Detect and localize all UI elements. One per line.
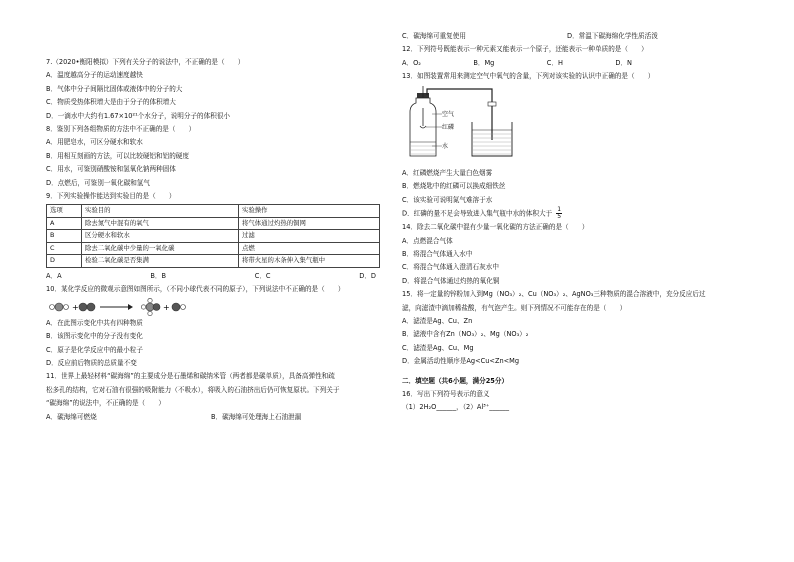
q9-choice-c: C．C — [254, 271, 271, 280]
q9-choice-b: B．B — [150, 271, 166, 280]
q7-option-b: B．气体中分子间隔比固体或液体中的分子的大 — [46, 84, 183, 93]
q14-option-b: B．将混合气体通入水中 — [402, 249, 473, 258]
product-molecule-2 — [172, 303, 186, 311]
product-molecule-1 — [141, 298, 160, 315]
plus-sign: + — [163, 302, 170, 312]
q13-option-b: B．燃烧匙中的红磷可以换成细铁丝 — [402, 182, 506, 191]
fraction-denominator: 5 — [557, 213, 562, 221]
q11-stem-line-2: 松多孔的结构，它对石油有很强的吸附能力（不吸水），将吸入的石油挤出后仍可恢复原状。下列关于 — [46, 385, 340, 394]
q7-option-a: A．温度越高分子的运动速度越快 — [46, 71, 143, 80]
q11-stem-line-3: “碳海绵”的说法中，不正确的是（ ） — [46, 399, 165, 408]
table-cell: 检验二氧化碳是否集满 — [82, 255, 239, 268]
table-cell: B — [47, 230, 82, 243]
q9-choices — [46, 270, 376, 283]
q16-blanks: （1）2H₂O______，（2）Al³⁺______ — [402, 403, 510, 412]
q11-option-c: C．碳海绵可重复使用 — [402, 32, 466, 40]
fraction-one-fifth — [556, 207, 562, 220]
q9-stem: 9．下列实验操作能达到实验目的是（ ） — [46, 192, 176, 201]
delivery-tube — [427, 89, 492, 140]
table-row — [47, 217, 380, 230]
q14-option-c: C．将混合气体通入澄清石灰水中 — [402, 263, 499, 272]
table-cell: 除去二氧化碳中少量的一氧化碳 — [82, 242, 239, 255]
q10-option-b: B．该图示变化中的分子没有变化 — [46, 332, 143, 341]
q11-option-b: B．碳海绵可处理海上石油泄漏 — [211, 412, 302, 421]
q16-stem: 16．写出下列符号表示的意义 — [402, 390, 490, 399]
q10-option-c: C．原子是化学反应中的最小粒子 — [46, 345, 143, 354]
q13-option-d-text: D．红磷的量不足会导致进入集气瓶中水的体积大于 — [402, 209, 553, 218]
q9-table — [46, 204, 380, 268]
q9-choice-a: A．A — [46, 271, 62, 280]
water-label: 水 — [442, 142, 449, 150]
table-cell: 将带火星的木条伸入集气瓶中 — [239, 255, 380, 268]
q15-stem-line-1: 15．将一定量的锌粉加入到Mg（NO₃）₂、Cu（NO₃）₂、AgNO₃三种物质的混合溶液中，充分反应后过 — [402, 290, 706, 299]
q12-stem: 12．下列符号既能表示一种元素又能表示一个原子，还能表示一种单质的是（ ） — [402, 45, 648, 54]
q8-option-d: D．点燃后，可鉴别一氧化碳和氢气 — [46, 178, 150, 187]
q7-option-d: D．一滴水中大约有1.67×10²¹个水分子，说明分子的体积很小 — [46, 111, 231, 120]
table-cell: 除去氮气中混有的氧气 — [82, 217, 239, 230]
q13-stem: 13．如图装置常用来测定空气中氧气的含量，下列对该实验的认识中正确的是（ ） — [402, 72, 655, 81]
reaction-diagram — [46, 298, 226, 316]
table-header: 实验目的 — [82, 205, 239, 218]
q10-option-a: A．在此图示变化中共有四种物质 — [46, 318, 143, 327]
table-row — [47, 242, 380, 255]
phosphorus-label: 红磷 — [442, 123, 455, 131]
q9-choice-d: D．D — [359, 271, 376, 280]
plus-sign: + — [72, 302, 79, 312]
q8-stem: 8．鉴别下列各组物质的方法中不正确的是（ ） — [46, 125, 196, 134]
table-cell: D — [47, 255, 82, 268]
reactant-molecule-1 — [50, 303, 69, 311]
table-cell: 区分硬水和软水 — [82, 230, 239, 243]
table-row — [47, 255, 380, 268]
q15-option-d: D．金属活动性顺序是Ag<Cu<Zn<Mg — [402, 357, 520, 366]
q12-choice-a: A．O₂ — [402, 58, 421, 67]
oxygen-measurement-apparatus — [406, 86, 518, 160]
table-cell: 将气体通过灼热的铜网 — [239, 217, 380, 230]
q15-option-c: C．滤渣是Ag、Cu、Mg — [402, 343, 474, 352]
clamp — [488, 102, 496, 106]
q7-option-c: C．物质受热体积增大是由于分子的体积增大 — [46, 98, 176, 107]
table-cell: A — [47, 217, 82, 230]
q15-stem-line-2: 滤，向滤渣中滴加稀盐酸，有气泡产生。则下列情况不可能存在的是（ ） — [402, 303, 627, 312]
table-header: 选项 — [47, 205, 82, 218]
q12-choice-b: B．Mg — [473, 58, 495, 67]
q14-option-a: A．点燃混合气体 — [402, 236, 453, 245]
q11-option-a: A．碳海绵可燃烧 — [46, 412, 97, 421]
table-cell: 过滤 — [239, 230, 380, 243]
q15-option-a: A．滤渣是Ag、Cu、Zn — [402, 317, 473, 325]
table-cell: C — [47, 242, 82, 255]
q13-option-c: C．该实验可说明氮气难溶于水 — [402, 195, 493, 204]
right-column — [402, 30, 754, 415]
air-label: 空气 — [442, 110, 455, 118]
q12-choice-c: C．H — [546, 58, 563, 67]
q14-stem: 14．除去二氧化碳中混有少量一氧化碳的方法正确的是（ ） — [402, 223, 589, 232]
q8-option-b: B．用相互刻画的方法，可以比较硬铝和铝的硬度 — [46, 151, 189, 160]
q12-choices — [402, 57, 632, 70]
q11-option-d: D．常温下碳海绵化学性质活泼 — [567, 32, 658, 40]
q15-option-b: B．滤液中含有Zn（NO₃）₂、Mg（NO₃）₂ — [402, 330, 529, 339]
q10-stem: 10．某化学反应的微观示意图如图所示，（不同小球代表不同的原子），下列说法中不正确的是（ ） — [46, 285, 345, 294]
q8-option-c: C．用水，可鉴别硝酸铵和氢氧化钠两种固体 — [46, 165, 176, 174]
q13-option-a: A．红磷燃烧产生大量白色烟雾 — [402, 169, 493, 178]
table-header: 实验操作 — [239, 205, 380, 218]
table-header-row — [47, 205, 380, 218]
q11-options-cd — [402, 30, 732, 43]
table-row — [47, 230, 380, 243]
arrow — [100, 304, 133, 310]
q14-option-d: D．将混合气体通过灼热的氧化铜 — [402, 276, 500, 285]
left-column — [46, 56, 398, 424]
reactant-molecule-2 — [79, 303, 95, 311]
q12-choice-d: D．N — [615, 58, 632, 67]
section-heading: 二．填空题（共6小题，满分25分） — [402, 376, 509, 385]
q11-options-ab — [46, 411, 376, 424]
table-cell: 点燃 — [239, 242, 380, 255]
q11-stem-line-1: 11．世界上最轻材料“碳海绵”的主要成分是石墨烯和碳纳米管（两者都是碳单质），具备高弹性和疏 — [46, 372, 335, 381]
q8-option-a: A．用肥皂水，可区分硬水和软水 — [46, 138, 143, 147]
q7-stem: 7.（2020•衡阳模拟）下列有关分子的说法中，不正确的是（ ） — [46, 58, 245, 66]
fraction-numerator: 1 — [557, 206, 562, 214]
q13-option-d — [402, 207, 754, 221]
q10-option-d: D．反应前后物质的总质量不变 — [46, 359, 137, 367]
